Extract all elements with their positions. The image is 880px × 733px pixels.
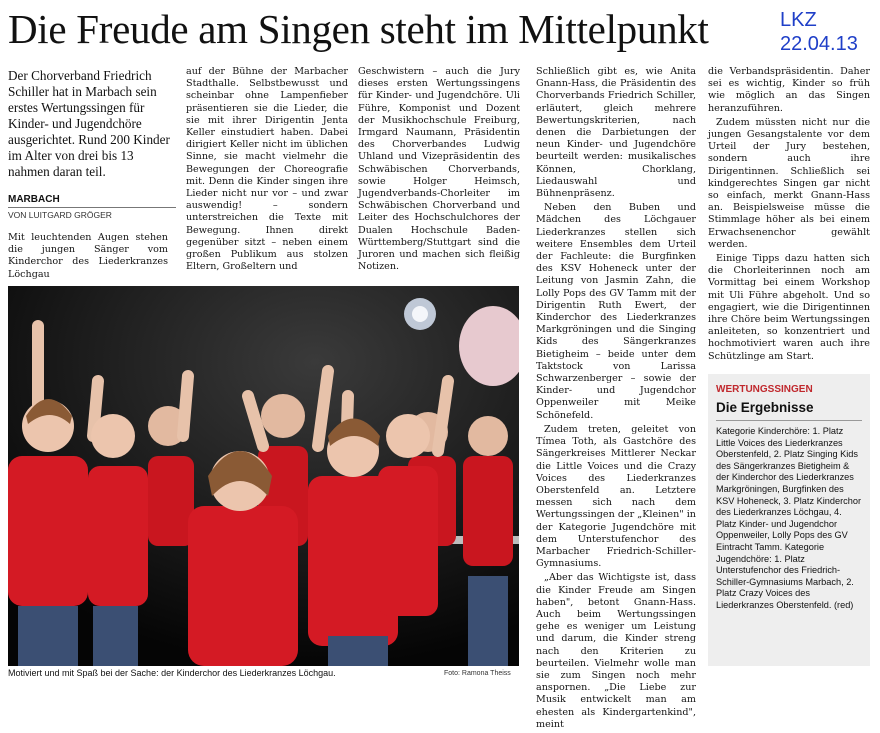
results-kicker: WERTUNGSSINGEN	[716, 384, 813, 395]
stamp-date: 22.04.13	[780, 33, 858, 55]
byline: VON LUITGARD GRÖGER	[8, 210, 112, 220]
handwritten-stamp	[780, 8, 876, 56]
paragraph: Mit leuchtenden Augen stehen die jungen Sänger vom Kinderchor des Liederkranzes Löchgau	[8, 232, 168, 280]
lead-paragraph: Der Chorverband Friedrich Schiller hat in Marbach sein erstes Wertungssingen für Kinder- und Jugendchöre ausgerichtet. Rund 200 Kinder im Alter von drei bis 13 nahmen daran teil.	[8, 68, 170, 179]
paragraph: Einige Tipps dazu hatten sich die Chorleiterinnen noch am Vormittag bei einem Workshop mit Uli Führe abgeholt. Und so engagiert, wie die Dirigentinnen ihre Chöre beim Wertungssingen anleiteten, so konzentriert und hochmotiviert waren auch ihre Schützlinge am Start.	[708, 253, 870, 362]
stamp-source: LKZ	[780, 9, 817, 31]
results-box	[708, 374, 870, 666]
paragraph: die Verbandspräsidentin. Daher sei es wichtig, Kinder so früh wie möglich an das Singen heranzuführen.	[708, 66, 870, 114]
results-list	[716, 426, 864, 612]
results-text: Kategorie Kinderchöre: 1. Platz Little Voices des Liederkranzes Oberstenfeld, 2. Platz Singing Kids des Sängerkranzes Bietigheim & der Kinderchor des Liederkranzes Markgröningen, Burgfinken des KSV Hoheneck, 3. Platz Kinderchor des Liederkranzes Löchgau, 4. Platz Kinder- und Jugendchor Oppenweiler, Lolly Pops des GV Eintracht Tamm. Kategorie Jugendchöre: 1. Platz Unterstufenchor des Friedrich-Schiller-Gymnasiums Marbach, 2. Platz Crazy Voices des Liederkranzes Oberstenfeld. (red)	[716, 426, 862, 610]
paragraph: Zudem müssten nicht nur die jungen Gesangstalente vor dem Urteil der Jury bestehen, sondern auch ihre Dirigentinnen. Schließlich sei kindgerechtes Singen gar nicht so einfach, merkt Gnann-Hass an. Beispielsweise müsse die Stimmlage höher als bei einem Erwachsenenchor gewählt werden.	[708, 116, 870, 250]
paragraph: Zudem treten, geleitet von Tímea Toth, als Gastchöre des Sängerkreises Mittlerer Neckar die Little Voices und die Crazy Voices des Liederkranzes Oberstenfeld an. Letztere messen sich nach dem Wertungssingen der „Kleinen" in der Kategorie Jugendchöre mit dem Unterstufenchor des Marbacher Friedrich-Schiller-Gymnasiums.	[536, 423, 696, 570]
photo-credit: Foto: Ramona Theiss	[444, 670, 511, 677]
article-column-4	[536, 66, 696, 733]
choir-photo	[8, 286, 519, 666]
results-title: Die Ergebnisse	[716, 400, 814, 415]
article-column-3	[358, 66, 520, 275]
photo-caption: Motiviert und mit Spaß bei der Sache: der Kinderchor des Liederkranzes Löchgau.	[8, 668, 336, 678]
paragraph: Neben den Buben und Mädchen des Löchgauer Liederkranzes stellen sich weitere Ensembles dem Urteil der Fachleute: die Burgfinken des KSV Hoheneck unter der Leitung von Jasmin Zahn, die Lolly Pops des GV Tamm mit der Dirigentin Ruth Ewert, der Kinderchor des Liederkranzes Markgröningen und die Singing Kids des Sängerkranzes Bietigheim – beide unter dem Taktstock von Larissa Schwarzenberger – sowie der Kinder- und Jugendchor Oppenweiler mit Meike Schönefeld.	[536, 202, 696, 421]
dateline: MARBACH	[8, 194, 60, 205]
article-column-5	[708, 66, 870, 365]
article-column-1	[8, 232, 168, 283]
divider	[8, 207, 176, 208]
article-column-2	[186, 66, 348, 275]
headline: Die Freude am Singen steht im Mittelpunkt	[8, 6, 709, 52]
paragraph: Geschwistern – auch die Jury dieses ersten Wertungssingens für Kinder- und Jugendchöre. Uli Führe, Komponist und Dozent der Musikhochschule Freiburg, Irmgard Naumann, Präsidentin des Chorverbandes Ludwig Uhland und Vizepräsidentin des Schwäbischen Chorverbands, sowie Holger Heimsch, Jugendverbands-Chorleiter im Schwäbischen Chorverband und Leiter des Hochschulchores der Dualen Hochschule Baden-Württemberg/Stuttgart sind die Juroren und machen sich fleißig Notizen.	[358, 66, 520, 273]
divider	[716, 420, 862, 421]
paragraph: „Aber das Wichtigste ist, dass die Kinder Freude am Singen haben", betont Gnann-Hass. Auch beim Wertungssingen gehe es weniger um Leistung und darum, die Kinder streng nach den Kriterien zu beurteilen. Vielmehr wolle man sie zum Singen noch mehr anspornen. „Die Liebe zur Musik entwickelt man am ehesten als Kindergartenkind", meint	[536, 572, 696, 730]
paragraph: Schließlich gibt es, wie Anita Gnann-Hass, die Präsidentin des Chorverbands Friedrich Schiller, erläutert, gleich mehrere Bewertungskriterien, nach denen die Darbietungen der neun Kinder- und Jugendchöre beurteilt werden: musikalisches Können, Chorklang, Liedauswahl und Bühnenpräsenz.	[536, 66, 696, 200]
paragraph: auf der Bühne der Marbacher Stadthalle. Selbstbewusst und scheinbar ohne Lampenfieber präsentieren sie die Lieder, die sie mit ihrer Dirigentin Jenta Keller einstudiert haben. Dabei dirigiert Keller nicht im üblichen Sinne, sie macht vielmehr die Bewegungen der Choreografie mit. Denn die Kinder singen ihre Lieder nicht nur vor – und zwar auswendig! – sondern unterstreichen die Texte mit Bewegung. Ihnen direkt gegenüber sitzt – neben einem großen Publikum aus stolzen Eltern, Großeltern und	[186, 66, 348, 273]
